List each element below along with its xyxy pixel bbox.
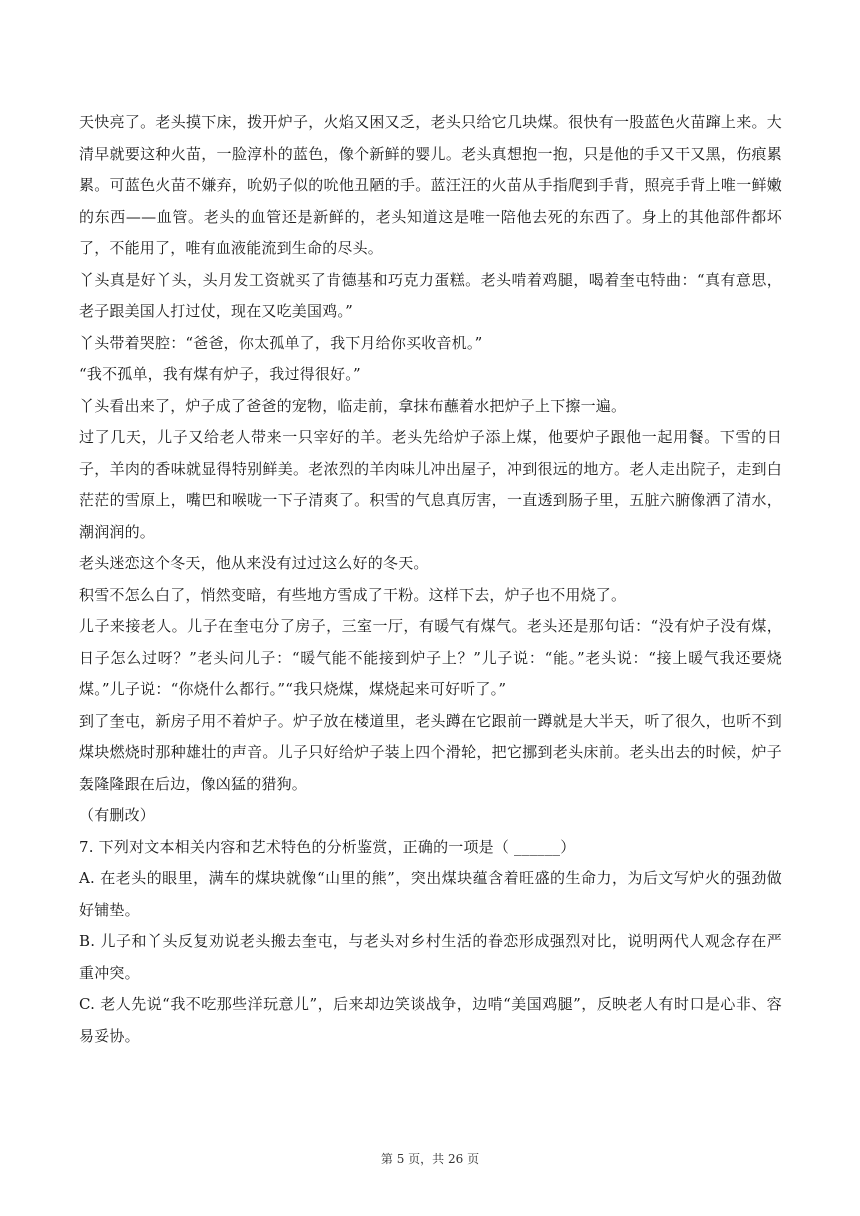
option-b: B. 儿子和丫头反复劝说老头搬去奎屯，与老头对乡村生活的眷恋形成强烈对比，说明两代人观念存在严重冲突。	[79, 932, 782, 982]
page-footer: 第 5 页，共 26 页	[380, 1152, 480, 1166]
question-stem: 7. 下列对文本相关内容和艺术特色的分析鉴赏，正确的一项是（ ______）	[79, 837, 576, 856]
editorial-note: （有删改）	[79, 806, 156, 824]
story-paragraph: 老头迷恋这个冬天，他从来没有过过这么好的冬天。	[79, 554, 429, 572]
story-paragraph: 丫头看出来了，炉子成了爸爸的宠物，临走前，拿抹布蘸着水把炉子上下擦一遍。	[79, 396, 627, 415]
option-a: A. 在老头的眼里，满车的煤块就像“山里的熊”，突出煤块蕴含着旺盛的生命力，为后文写炉火的强劲做好铺垫。	[79, 869, 782, 919]
story-paragraph: “我不孤单，我有煤有炉子，我过得很好。”	[79, 365, 361, 383]
story-paragraph: 过了几天，儿子又给老人带来一只宰好的羊。老头先给炉子添上煤，他要炉子跟他一起用餐。下雪的日子，羊肉的香味就显得特别鲜美。老浓烈的羊肉味儿冲出屋子，冲到很远的地方。老人走出院子，走到白茫茫的雪原上，嘴巴和喉咙一下子清爽了。积雪的气息真厉害，一直透到肠子里，五脏六腑像洒了清水，潮润润的。	[79, 428, 782, 541]
story-paragraph: 天快亮了。老头摸下床，拨开炉子，火焰又困又乏，老头只给它几块煤。很快有一股蓝色火苗蹿上来。大清早就要这种火苗，一脸淳朴的蓝色，像个新鲜的婴儿。老头真想抱一抱，只是他的手又干又黑，伤痕累累。可蓝色火苗不嫌弃，吮奶子似的吮他丑陋的手。蓝汪汪的火苗从手指爬到手背，照亮手背上唯一鲜嫩的东西——血管。老头的血管还是新鲜的，老头知道这是唯一陪他去死的东西了。身上的其他部件都坏了，不能用了，唯有血液能流到生命的尽头。	[79, 113, 782, 257]
story-paragraph: 儿子来接老人。儿子在奎屯分了房子，三室一厅，有暖气有煤气。老头还是那句话：“没有炉子没有煤，日子怎么过呀？”老头问儿子：“暖气能不能接到炉子上？”儿子说：“能。”老头说：“接上暖气我还要烧煤。”儿子说：“你烧什么都行。”“我只烧煤，煤烧起来可好听了。”	[79, 617, 782, 698]
story-paragraph: 到了奎屯，新房子用不着炉子。炉子放在楼道里，老头蹲在它跟前一蹲就是大半天，听了很久，也听不到煤块燃烧时那种雄壮的声音。儿子只好给炉子装上四个滑轮，把它挪到老头床前。老头出去的时候，炉子轰隆隆跟在后边，像凶猛的猎狗。	[79, 711, 782, 793]
option-c: C. 老人先说“我不吃那些洋玩意儿”，后来却边笑谈战争，边啃“美国鸡腿”，反映老人有时口是心非、容易妥协。	[79, 995, 782, 1045]
story-paragraph: 积雪不怎么白了，悄然变暗，有些地方雪成了干粉。这样下去，炉子也不用烧了。	[79, 585, 627, 604]
story-paragraph: 丫头真是好丫头，头月发工资就买了肯德基和巧克力蛋糕。老头啃着鸡腿，喝着奎屯特曲：“真有意思，老子跟美国人打过仗，现在又吃美国鸡。”	[79, 270, 782, 320]
story-paragraph: 丫头带着哭腔：“爸爸，你太孤单了，我下月给你买收音机。”	[79, 333, 483, 352]
document-body	[79, 107, 782, 1052]
